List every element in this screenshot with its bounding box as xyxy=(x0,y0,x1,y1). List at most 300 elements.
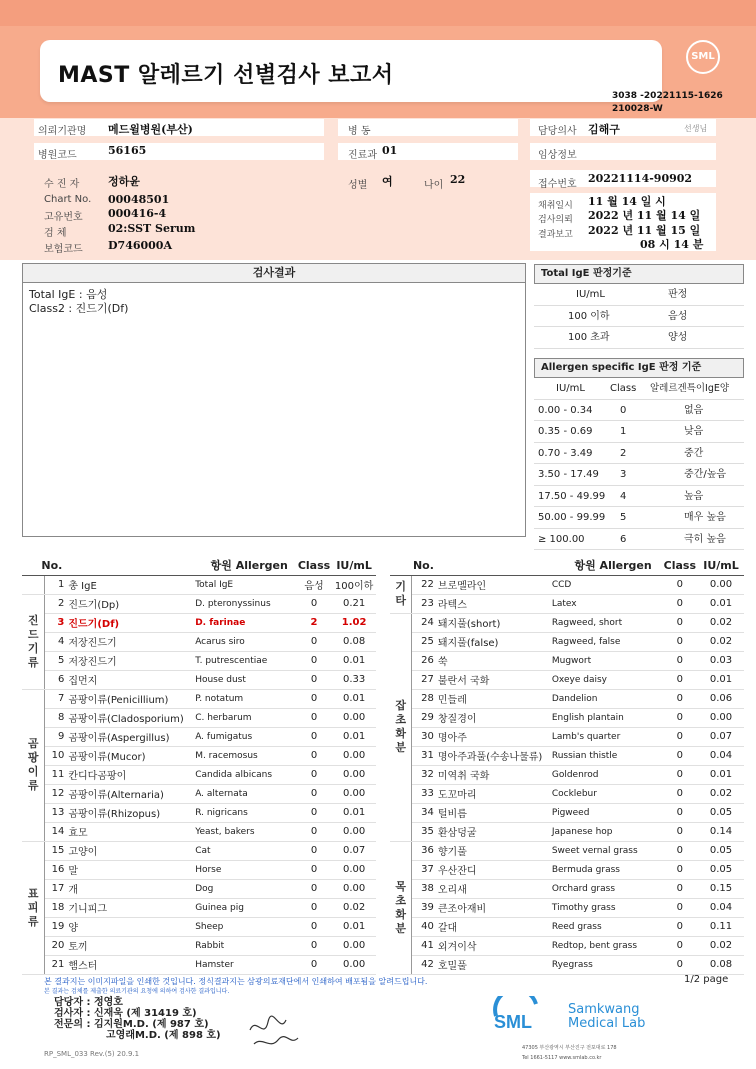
allergen-class: 0 xyxy=(662,955,698,974)
dept-label: 진료과 xyxy=(348,150,377,161)
allergen-iu: 0.21 xyxy=(332,594,376,613)
group-name: 진드기류 xyxy=(27,613,39,669)
footnote-line-1: 본 결과지는 이미지파일을 인쇄한 것입니다. 정식결과지는 삼광의료재단에서 인쇄하여 배포됨을 알려드립니다. xyxy=(44,977,428,986)
specimen-label: 검 체 xyxy=(44,228,67,239)
allergen-scientific: Total IgE xyxy=(193,575,296,594)
allergen-scientific: Goldenrod xyxy=(550,765,662,784)
allergen-scientific: English plantain xyxy=(550,708,662,727)
group-name: 표피류 xyxy=(27,886,39,928)
allergen-scientific: D. pteronyssinus xyxy=(193,594,296,613)
allergen-korean: 고양이 xyxy=(66,841,193,860)
allergen-korean: 털비름 xyxy=(436,803,550,822)
table-row xyxy=(390,727,744,746)
col-iu: IU/mL xyxy=(698,556,744,575)
table-row xyxy=(22,727,376,746)
table-row xyxy=(22,670,376,689)
reception-label: 접수번호 xyxy=(538,179,577,190)
allergen-scientific: Candida albicans xyxy=(193,765,296,784)
allergen-korean: 브로멜라인 xyxy=(436,575,550,594)
group-label xyxy=(22,594,45,689)
table-header xyxy=(390,556,744,575)
total-row1-result: 음성 xyxy=(668,310,688,322)
class-cell: 5 xyxy=(620,512,627,523)
table-row xyxy=(390,936,744,955)
allergen-class: 0 xyxy=(662,575,698,594)
allergen-scientific: Acarus siro xyxy=(193,632,296,651)
allergen-scientific: Russian thistle xyxy=(550,746,662,765)
allergen-korean: 햄스터 xyxy=(66,955,193,974)
table-header xyxy=(22,556,376,575)
allergen-korean: 오리새 xyxy=(436,879,550,898)
allergen-iu: 0.00 xyxy=(332,822,376,841)
allergen-korean: 효모 xyxy=(66,822,193,841)
allergen-class: 0 xyxy=(296,955,332,974)
allergen-iu: 0.01 xyxy=(698,765,744,784)
allergen-scientific: Bermuda grass xyxy=(550,860,662,879)
allergen-class: 0 xyxy=(662,670,698,689)
allergen-scientific: Orchard grass xyxy=(550,879,662,898)
table-row xyxy=(390,955,744,974)
group-label xyxy=(22,841,45,974)
col-allergen: 항원 Allergen xyxy=(66,556,295,575)
result-body xyxy=(22,283,526,537)
table-row xyxy=(22,632,376,651)
signers xyxy=(54,997,221,1041)
allergen-korean: 말 xyxy=(66,860,193,879)
allergen-scientific: Cocklebur xyxy=(550,784,662,803)
allergen-korean: 명아주과풀(수송나물류) xyxy=(436,746,550,765)
hospital-label: 의뢰기관명 xyxy=(38,126,87,137)
allergen-korean: 민들레 xyxy=(436,689,550,708)
allergen-scientific: Yeast, bakers xyxy=(193,822,296,841)
specialist-2: 고영래M.D. (제 898 호) xyxy=(106,1030,221,1041)
code-value: 56165 xyxy=(108,144,147,157)
allergen-class: 0 xyxy=(296,632,332,651)
allergen-iu: 0.00 xyxy=(698,575,744,594)
allergen-no: 11 xyxy=(45,765,66,784)
request-label: 검사의뢰 xyxy=(538,215,573,225)
allergen-korean: 곰팡이류(Cladosporium) xyxy=(66,708,193,727)
range-cell: 0.35 - 0.69 xyxy=(538,426,593,437)
allergen-no: 3 xyxy=(45,613,66,632)
allergen-korean: 환삼덩굴 xyxy=(436,822,550,841)
allergen-no: 38 xyxy=(412,879,436,898)
company-name-1: Samkwang xyxy=(568,1002,640,1017)
allergen-iu: 0.08 xyxy=(698,955,744,974)
allergen-no: 29 xyxy=(412,708,436,727)
allergen-no: 27 xyxy=(412,670,436,689)
code-cell xyxy=(34,143,324,160)
allergen-no: 35 xyxy=(412,822,436,841)
table-row xyxy=(22,841,376,860)
amount-cell: 낮음 xyxy=(684,426,704,437)
allergen-scientific: Sweet vernal grass xyxy=(550,841,662,860)
table-row xyxy=(22,594,376,613)
allergen-no: 30 xyxy=(412,727,436,746)
allergen-iu: 1.02 xyxy=(332,613,376,632)
allergen-iu: 0.00 xyxy=(332,784,376,803)
company-address xyxy=(522,1043,617,1063)
page-number: 1/2 page xyxy=(684,974,729,985)
report-title: MAST 알레르기 선별검사 보고서 xyxy=(58,63,394,88)
allergen-scientific: M. racemosus xyxy=(193,746,296,765)
total-row2-range: 100 초과 xyxy=(568,332,610,343)
allergen-class: 0 xyxy=(662,594,698,613)
allergen-class: 0 xyxy=(662,917,698,936)
group-name: 기타 xyxy=(395,580,407,607)
allergen-no: 8 xyxy=(45,708,66,727)
insurance-value: D746000A xyxy=(108,239,172,252)
allergen-class: 0 xyxy=(662,841,698,860)
allergen-class: 0 xyxy=(296,708,332,727)
spec-col-amount: 알레르겐특이IgE양 xyxy=(650,383,730,394)
allergen-class: 0 xyxy=(662,632,698,651)
allergen-no: 36 xyxy=(412,841,436,860)
class-cell: 0 xyxy=(620,404,627,416)
table-row xyxy=(390,841,744,860)
allergen-class: 음성 xyxy=(296,575,332,594)
dept-value: 01 xyxy=(382,144,398,157)
allergen-iu: 0.04 xyxy=(698,746,744,765)
allergen-korean: 도꼬마리 xyxy=(436,784,550,803)
sml-brand-icon xyxy=(492,996,552,1036)
allergen-iu: 0.14 xyxy=(698,822,744,841)
allergen-iu: 0.05 xyxy=(698,841,744,860)
allergen-korean: 곰팡이류(Mucor) xyxy=(66,746,193,765)
allergen-no: 13 xyxy=(45,803,66,822)
allergen-class: 0 xyxy=(296,936,332,955)
allergen-scientific: Dandelion xyxy=(550,689,662,708)
allergen-scientific: Rabbit xyxy=(193,936,296,955)
allergen-class: 0 xyxy=(296,917,332,936)
table-row xyxy=(390,575,744,594)
total-col-judge: 판정 xyxy=(668,289,688,300)
code-label: 병원코드 xyxy=(38,150,77,161)
allergen-no: 34 xyxy=(412,803,436,822)
allergen-no: 9 xyxy=(45,727,66,746)
allergen-scientific: Ragweed, false xyxy=(550,632,662,651)
allergen-table-left xyxy=(22,556,376,975)
allergen-class: 2 xyxy=(296,613,332,632)
allergen-korean: 양 xyxy=(66,917,193,936)
allergen-korean: 기니피그 xyxy=(66,898,193,917)
total-criteria-row xyxy=(534,327,744,349)
allergen-scientific: Horse xyxy=(193,860,296,879)
allergen-scientific: Timothy grass xyxy=(550,898,662,917)
allergen-korean: 진드기(Dp) xyxy=(66,594,193,613)
reception-value: 20221114-90902 xyxy=(588,172,693,185)
allergen-scientific: Dog xyxy=(193,879,296,898)
allergen-korean: 집먼지 xyxy=(66,670,193,689)
allergen-korean: 곰팡이류(Rhizopus) xyxy=(66,803,193,822)
allergen-korean: 큰조아재비 xyxy=(436,898,550,917)
allergen-scientific: A. alternata xyxy=(193,784,296,803)
allergen-korean: 라텍스 xyxy=(436,594,550,613)
amount-cell: 없음 xyxy=(684,404,704,416)
specimen-value: 02:SST Serum xyxy=(108,222,196,235)
age-value: 22 xyxy=(450,173,466,186)
sex-label: 성별 xyxy=(348,180,368,191)
result-line-1: Total IgE : 음성 xyxy=(29,288,108,301)
table-row xyxy=(22,879,376,898)
allergen-no: 15 xyxy=(45,841,66,860)
request-value: 2022 년 11 월 14 일 xyxy=(588,209,701,222)
allergen-korean: 호밀풀 xyxy=(436,955,550,974)
col-iu: IU/mL xyxy=(332,556,376,575)
sex-value: 여 xyxy=(382,175,393,188)
allergen-korean: 외겨이삭 xyxy=(436,936,550,955)
allergen-iu: 100이하 xyxy=(332,575,376,594)
allergen-class: 0 xyxy=(296,651,332,670)
insurance-label: 보험코드 xyxy=(44,244,83,255)
table-row xyxy=(22,651,376,670)
address-line: 47305 부산광역시 부산진구 전포대로 178 xyxy=(522,1045,617,1051)
allergen-korean: 쑥 xyxy=(436,651,550,670)
allergen-iu: 0.00 xyxy=(332,765,376,784)
specific-criteria-title: Allergen specific IgE 판정 기준 xyxy=(534,358,744,378)
allergen-iu: 0.00 xyxy=(332,746,376,765)
person-in-charge: 담당자 : 정영호 xyxy=(54,997,123,1008)
allergen-no: 17 xyxy=(45,879,66,898)
allergen-no: 1 xyxy=(45,575,66,594)
allergen-class: 0 xyxy=(296,670,332,689)
range-cell: 0.00 - 0.34 xyxy=(538,404,593,416)
allergen-iu: 0.33 xyxy=(332,670,376,689)
doctor-value: 김해구 xyxy=(588,123,620,136)
table-row xyxy=(390,765,744,784)
group-label xyxy=(22,689,45,841)
table-row xyxy=(22,689,376,708)
allergen-korean: 칸디다곰팡이 xyxy=(66,765,193,784)
allergen-scientific: A. fumigatus xyxy=(193,727,296,746)
allergen-no: 16 xyxy=(45,860,66,879)
table-row xyxy=(390,784,744,803)
allergen-table-right xyxy=(390,556,744,975)
table-row xyxy=(390,860,744,879)
table-row xyxy=(390,689,744,708)
allergen-class: 0 xyxy=(662,860,698,879)
allergen-scientific: House dust xyxy=(193,670,296,689)
allergen-no: 32 xyxy=(412,765,436,784)
allergen-scientific: Japanese hop xyxy=(550,822,662,841)
allergen-class: 0 xyxy=(296,860,332,879)
allergen-no: 39 xyxy=(412,898,436,917)
allergen-class: 0 xyxy=(662,803,698,822)
allergen-iu: 0.11 xyxy=(698,917,744,936)
allergen-iu: 0.05 xyxy=(698,860,744,879)
allergen-no: 5 xyxy=(45,651,66,670)
unique-label: 고유번호 xyxy=(44,212,83,223)
clinical-label: 임상정보 xyxy=(538,150,577,161)
allergen-scientific: Hamster xyxy=(193,955,296,974)
allergen-iu: 0.08 xyxy=(332,632,376,651)
allergen-iu: 0.01 xyxy=(332,651,376,670)
spec-col-class: Class xyxy=(610,383,637,394)
table-row xyxy=(390,613,744,632)
allergen-korean: 총 IgE xyxy=(66,575,193,594)
table-row xyxy=(390,879,744,898)
allergen-iu: 0.07 xyxy=(332,841,376,860)
allergen-iu: 0.01 xyxy=(332,727,376,746)
allergen-iu: 0.15 xyxy=(698,879,744,898)
table-row xyxy=(22,917,376,936)
allergen-korean: 토끼 xyxy=(66,936,193,955)
allergen-scientific: D. farinae xyxy=(193,613,296,632)
allergen-class: 0 xyxy=(296,879,332,898)
amount-cell: 극히 높음 xyxy=(684,533,726,545)
table-row xyxy=(22,822,376,841)
company-name-2: Medical Lab xyxy=(568,1016,646,1031)
allergen-class: 0 xyxy=(296,594,332,613)
range-cell: ≥ 100.00 xyxy=(538,533,585,545)
allergen-scientific: Cat xyxy=(193,841,296,860)
form-id: RP_SML_033 Rev.(5) 20.9.1 xyxy=(44,1050,140,1058)
allergen-iu: 0.02 xyxy=(332,898,376,917)
table-row xyxy=(22,898,376,917)
specific-criteria-row xyxy=(534,421,744,443)
table-row xyxy=(22,955,376,974)
range-cell: 17.50 - 49.99 xyxy=(538,490,606,502)
chart-label: Chart No. xyxy=(44,194,92,205)
class-cell: 3 xyxy=(620,469,627,480)
allergen-no: 37 xyxy=(412,860,436,879)
allergen-iu: 0.01 xyxy=(698,670,744,689)
table-row xyxy=(390,594,744,613)
allergen-no: 40 xyxy=(412,917,436,936)
allergen-scientific: C. herbarum xyxy=(193,708,296,727)
result-heading: 검사결과 xyxy=(22,263,526,283)
allergen-no: 21 xyxy=(45,955,66,974)
allergen-class: 0 xyxy=(662,651,698,670)
report-time: 08 시 14 분 xyxy=(640,238,704,251)
allergen-no: 20 xyxy=(45,936,66,955)
table-row xyxy=(390,746,744,765)
allergen-no: 6 xyxy=(45,670,66,689)
signature-icon xyxy=(246,1010,302,1054)
group-name: 목초화분 xyxy=(395,879,407,935)
table-row xyxy=(22,784,376,803)
allergen-no: 22 xyxy=(412,575,436,594)
range-cell: 50.00 - 99.99 xyxy=(538,512,606,523)
allergen-korean: 돼지풀(false) xyxy=(436,632,550,651)
specific-criteria-row xyxy=(534,486,744,508)
class-cell: 4 xyxy=(620,490,627,502)
allergen-korean: 저장진드기 xyxy=(66,651,193,670)
table-row xyxy=(390,708,744,727)
allergen-no: 23 xyxy=(412,594,436,613)
footnote xyxy=(44,977,427,997)
amount-cell: 중간 xyxy=(684,447,704,459)
allergen-scientific: T. putrescentiae xyxy=(193,651,296,670)
allergen-korean: 저장진드기 xyxy=(66,632,193,651)
range-cell: 0.70 - 3.49 xyxy=(538,447,593,459)
allergen-iu: 0.03 xyxy=(698,651,744,670)
table-row xyxy=(390,898,744,917)
specialist-1: 전문의 : 김지원M.D. (제 987 호) xyxy=(54,1019,209,1030)
table-row xyxy=(22,936,376,955)
allergen-class: 0 xyxy=(296,689,332,708)
specific-criteria-row xyxy=(534,443,744,465)
allergen-no: 18 xyxy=(45,898,66,917)
age-label: 나이 xyxy=(424,180,444,191)
allergen-class: 0 xyxy=(296,898,332,917)
allergen-iu: 0.01 xyxy=(698,594,744,613)
result-line-2: Class2 : 진드기(Df) xyxy=(29,302,129,315)
table-row xyxy=(22,708,376,727)
allergen-no: 26 xyxy=(412,651,436,670)
unique-value: 000416-4 xyxy=(108,207,167,220)
table-row xyxy=(22,765,376,784)
patient-label: 수 진 자 xyxy=(44,179,80,190)
allergen-class: 0 xyxy=(296,841,332,860)
allergen-class: 0 xyxy=(662,708,698,727)
specific-criteria-row xyxy=(534,529,744,551)
patient-value: 정하윤 xyxy=(108,175,140,188)
allergen-scientific: Guinea pig xyxy=(193,898,296,917)
allergen-iu: 0.02 xyxy=(698,784,744,803)
allergen-korean: 명아주 xyxy=(436,727,550,746)
group-name: 잡초화분 xyxy=(395,699,407,754)
allergen-korean: 미역취 국화 xyxy=(436,765,550,784)
table-row xyxy=(390,917,744,936)
allergen-scientific: R. nigricans xyxy=(193,803,296,822)
allergen-scientific: Ryegrass xyxy=(550,955,662,974)
allergen-no: 19 xyxy=(45,917,66,936)
allergen-scientific: Pigweed xyxy=(550,803,662,822)
hospital-value: 메드윌병원(부산) xyxy=(108,123,193,136)
allergen-class: 0 xyxy=(662,689,698,708)
col-no: No. xyxy=(390,556,436,575)
phone-line: Tel 1661-5117 www.smlab.co.kr xyxy=(522,1055,602,1061)
specific-criteria-row xyxy=(534,400,744,422)
allergen-iu: 0.01 xyxy=(332,803,376,822)
allergen-iu: 0.00 xyxy=(332,936,376,955)
allergen-korean: 향기풀 xyxy=(436,841,550,860)
allergen-korean: 우산잔디 xyxy=(436,860,550,879)
allergen-class: 0 xyxy=(662,898,698,917)
total-criteria-title: Total IgE 판정기준 xyxy=(534,264,744,284)
col-allergen: 항원 Allergen xyxy=(436,556,662,575)
allergen-iu: 0.00 xyxy=(332,708,376,727)
doc-id-line1: 3038 -20221115-1626 xyxy=(612,91,723,101)
allergen-no: 33 xyxy=(412,784,436,803)
allergen-class: 0 xyxy=(662,822,698,841)
allergen-no: 31 xyxy=(412,746,436,765)
total-ige-criteria xyxy=(534,264,744,349)
amount-cell: 높음 xyxy=(684,490,704,502)
table-row xyxy=(390,803,744,822)
doc-id-line2: 210028-W xyxy=(612,104,663,114)
allergen-korean: 개 xyxy=(66,879,193,898)
ward-label: 병 동 xyxy=(348,126,371,137)
allergen-class: 0 xyxy=(296,765,332,784)
table-row xyxy=(22,575,376,594)
allergen-no: 28 xyxy=(412,689,436,708)
allergen-iu: 0.04 xyxy=(698,898,744,917)
allergen-no: 2 xyxy=(45,594,66,613)
allergen-scientific: Redtop, bent grass xyxy=(550,936,662,955)
report-label: 결과보고 xyxy=(538,230,573,240)
allergen-scientific: Sheep xyxy=(193,917,296,936)
allergen-iu: 0.00 xyxy=(332,879,376,898)
allergen-korean: 창질경이 xyxy=(436,708,550,727)
allergen-no: 7 xyxy=(45,689,66,708)
col-no: No. xyxy=(22,556,66,575)
allergen-korean: 곰팡이류(Aspergillus) xyxy=(66,727,193,746)
allergen-no: 41 xyxy=(412,936,436,955)
table-row xyxy=(22,613,376,632)
allergen-scientific: CCD xyxy=(550,575,662,594)
